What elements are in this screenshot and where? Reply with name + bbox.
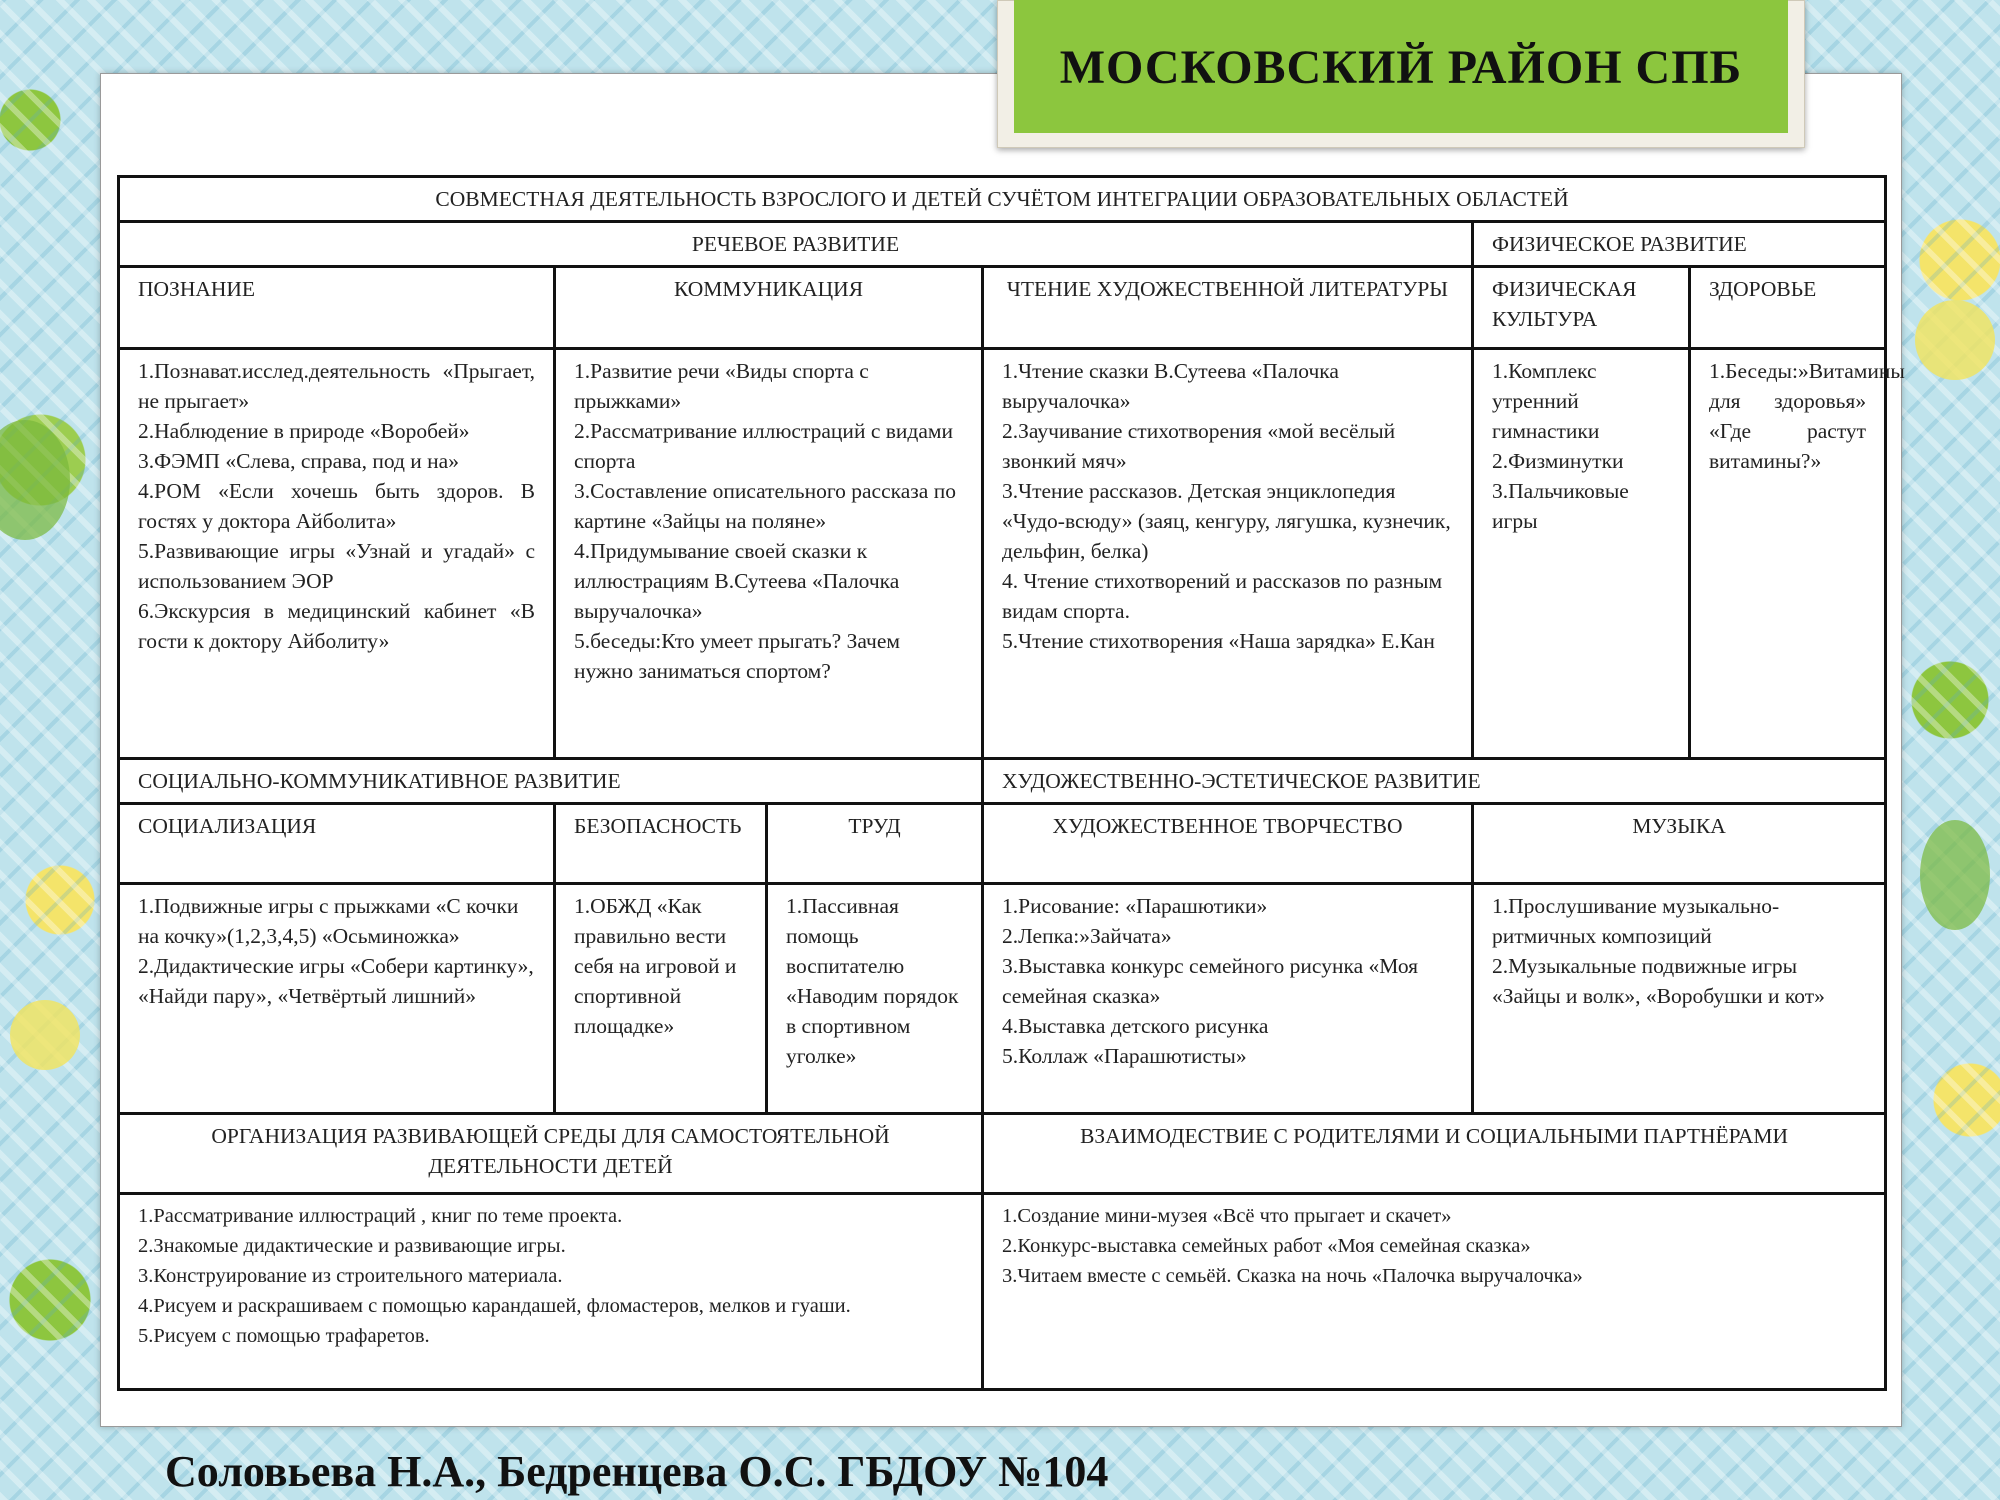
cognition-list	[119, 349, 555, 759]
list-item: 3.ФЭМП «Слева, справа, под и на»	[138, 449, 459, 473]
list-item: 3.Читаем вместе с семьёй. Сказка на ночь «Палочка выручалочка»	[1002, 1265, 1583, 1287]
music-list	[1473, 884, 1886, 1114]
safety-list	[555, 884, 767, 1114]
table-row	[119, 177, 1886, 222]
background-frog-decoration	[0, 420, 70, 540]
list-item: 4.Выставка детского рисунка	[1002, 1014, 1269, 1038]
list-item: 2.Наблюдение в природе «Воробей»	[138, 419, 470, 443]
list-item: 3.Пальчиковые игры	[1492, 479, 1629, 533]
list-item: 6.Экскурсия в медицинский кабинет «В гости к доктору Айболиту»	[138, 599, 535, 653]
music-title: МУЗЫКА	[1473, 804, 1886, 884]
list-item: 1.Чтение сказки В.Сутеева «Палочка выручалочка»	[1002, 359, 1339, 413]
list-item: 1.Пассивная помощь воспитателю «Наводим порядок в спортивном уголке»	[786, 894, 959, 1068]
list-item: 2.Рассматривание иллюстраций с видами спорта	[574, 419, 953, 473]
list-item: 1.Беседы:»Витамины для здоровья» «Где растут витамины?»	[1709, 359, 1905, 473]
title-banner-fill	[1014, 0, 1788, 133]
labor-list	[767, 884, 983, 1114]
culture-list	[1473, 349, 1690, 759]
list-item: 3.Конструирование из строительного материала.	[138, 1265, 563, 1287]
cognition-title: ПОЗНАНИЕ	[119, 267, 555, 349]
parents-list	[983, 1194, 1886, 1390]
list-item: 5.Рисуем с помощью трафаретов.	[138, 1325, 430, 1347]
list-item: 5.Чтение стихотворения «Наша зарядка» Е.Кан	[1002, 629, 1435, 653]
list-item: 4.Рисуем и раскрашиваем с помощью карандашей, фломастеров, мелков и гуаши.	[138, 1295, 851, 1317]
list-item: 1.Рассматривание иллюстраций , книг по теме проекта.	[138, 1205, 623, 1227]
list-item: 1.Комплекс утренний гимнастики	[1492, 359, 1600, 443]
health-title: ЗДОРОВЬЕ	[1690, 267, 1886, 349]
list-item: 5.Развивающие игры «Узнай и угадай» с использованием ЭОР	[138, 539, 535, 593]
list-item: 2.Заучивание стихотворения «мой весёлый звонкий мяч»	[1002, 419, 1396, 473]
list-item: 4.РОМ «Если хочешь быть здоров. В гостях у доктора Айболита»	[138, 479, 535, 533]
table-row	[119, 759, 1886, 804]
socialization-title: СОЦИАЛИЗАЦИЯ	[119, 804, 555, 884]
background-frog-decoration	[1920, 820, 1990, 930]
social-heading: СОЦИАЛЬНО-КОММУНИКАТИВНОЕ РАЗВИТИЕ	[119, 759, 983, 804]
activity-table	[117, 175, 1905, 1391]
list-item: 1.Познават.исслед.деятельность «Прыгает, не прыгает»	[138, 359, 535, 413]
table-row	[119, 804, 1886, 884]
table-row	[119, 349, 1886, 759]
title-banner	[997, 0, 1805, 148]
socialization-list	[119, 884, 555, 1114]
art-heading: ХУДОЖЕСТВЕННО-ЭСТЕТИЧЕСКОЕ РАЗВИТИЕ	[983, 759, 1886, 804]
list-item: 2.Музыкальные подвижные игры «Зайцы и волк», «Воробушки и кот»	[1492, 954, 1825, 1008]
list-item: 5.Коллаж «Парашютисты»	[1002, 1044, 1247, 1068]
reading-title: ЧТЕНИЕ ХУДОЖЕСТВЕННОЙ ЛИТЕРАТУРЫ	[983, 267, 1473, 349]
communication-title: КОММУНИКАЦИЯ	[555, 267, 983, 349]
table-row	[119, 222, 1886, 267]
list-item: 4.Придумывание своей сказки к иллюстрациям В.Сутеева «Палочка выручалочка»	[574, 539, 900, 623]
footer-authors: Соловьева Н.А., Бедренцева О.С. ГБДОУ №104	[165, 1447, 1109, 1496]
speech-heading: РЕЧЕВОЕ РАЗВИТИЕ	[119, 222, 1473, 267]
list-item: 2.Лепка:»Зайчата»	[1002, 924, 1172, 948]
environment-list	[119, 1194, 983, 1390]
list-item: 2.Знакомые дидактические и развивающие игры.	[138, 1235, 566, 1257]
creativity-list	[983, 884, 1473, 1114]
list-item: 3.Составление описательного рассказа по картине «Зайцы на поляне»	[574, 479, 956, 533]
page-title: МОСКОВСКИЙ РАЙОН СПБ	[1059, 40, 1743, 94]
list-item: 2.Дидактические игры «Собери картинку», «Найди пару», «Четвёртый лишний»	[138, 954, 534, 1008]
environment-heading: ОРГАНИЗАЦИЯ РАЗВИВАЮЩЕЙ СРЕДЫ ДЛЯ САМОСТОЯТЕЛЬНОЙ ДЕЯТЕЛЬНОСТИ ДЕТЕЙ	[119, 1114, 983, 1194]
table-main-title: СОВМЕСТНАЯ ДЕЯТЕЛЬНОСТЬ ВЗРОСЛОГО И ДЕТЕЙ СУЧЁТОМ ИНТЕГРАЦИИ ОБРАЗОВАТЕЛЬНЫХ ОБЛАСТЕЙ	[119, 177, 1886, 222]
safety-title: БЕЗОПАСНОСТЬ	[555, 804, 767, 884]
health-list	[1690, 349, 1905, 759]
list-item: 5.беседы:Кто умеет прыгать? Зачем нужно заниматься спортом?	[574, 629, 901, 683]
table-row	[119, 884, 1886, 1114]
list-item: 1.Рисование: «Парашютики»	[1002, 894, 1268, 918]
list-item: 2.Конкурс-выставка семейных работ «Моя семейная сказка»	[1002, 1235, 1531, 1257]
creativity-title: ХУДОЖЕСТВЕННОЕ ТВОРЧЕСТВО	[983, 804, 1473, 884]
background-lemon-decoration	[1915, 300, 1995, 380]
list-item: 1.Развитие речи «Виды спорта с прыжками»	[574, 359, 869, 413]
communication-list	[555, 349, 983, 759]
parents-heading: ВЗАИМОДЕСТВИЕ С РОДИТЕЛЯМИ И СОЦИАЛЬНЫМИ ПАРТНЁРАМИ	[983, 1114, 1886, 1194]
list-item: 4. Чтение стихотворений и рассказов по разным видам спорта.	[1002, 569, 1443, 623]
list-item: 1.Подвижные игры с прыжками «С кочки на кочку»(1,2,3,4,5) «Осьминожка»	[138, 894, 519, 948]
background-lemon-decoration	[10, 1000, 80, 1070]
table-row	[119, 1194, 1886, 1390]
reading-list	[983, 349, 1473, 759]
table-row	[119, 1114, 1886, 1194]
list-item: 1.ОБЖД «Как правильно вести себя на игровой и спортивной площадке»	[574, 894, 737, 1038]
table-row	[119, 267, 1886, 349]
labor-title: ТРУД	[767, 804, 983, 884]
list-item: 3.Выставка конкурс семейного рисунка «Моя семейная сказка»	[1002, 954, 1419, 1008]
list-item: 1.Создание мини-музея «Всё что прыгает и скачет»	[1002, 1205, 1452, 1227]
list-item: 3.Чтение рассказов. Детская энциклопедия «Чудо-всюду» (заяц, кенгуру, лягушка, кузнечик, дельфин, белка)	[1002, 479, 1451, 563]
list-item: 1.Прослушивание музыкально-ритмичных композиций	[1492, 894, 1780, 948]
culture-title: ФИЗИЧЕСКАЯ КУЛЬТУРА	[1473, 267, 1690, 349]
physical-heading: ФИЗИЧЕСКОЕ РАЗВИТИЕ	[1473, 222, 1886, 267]
list-item: 2.Физминутки	[1492, 449, 1624, 473]
